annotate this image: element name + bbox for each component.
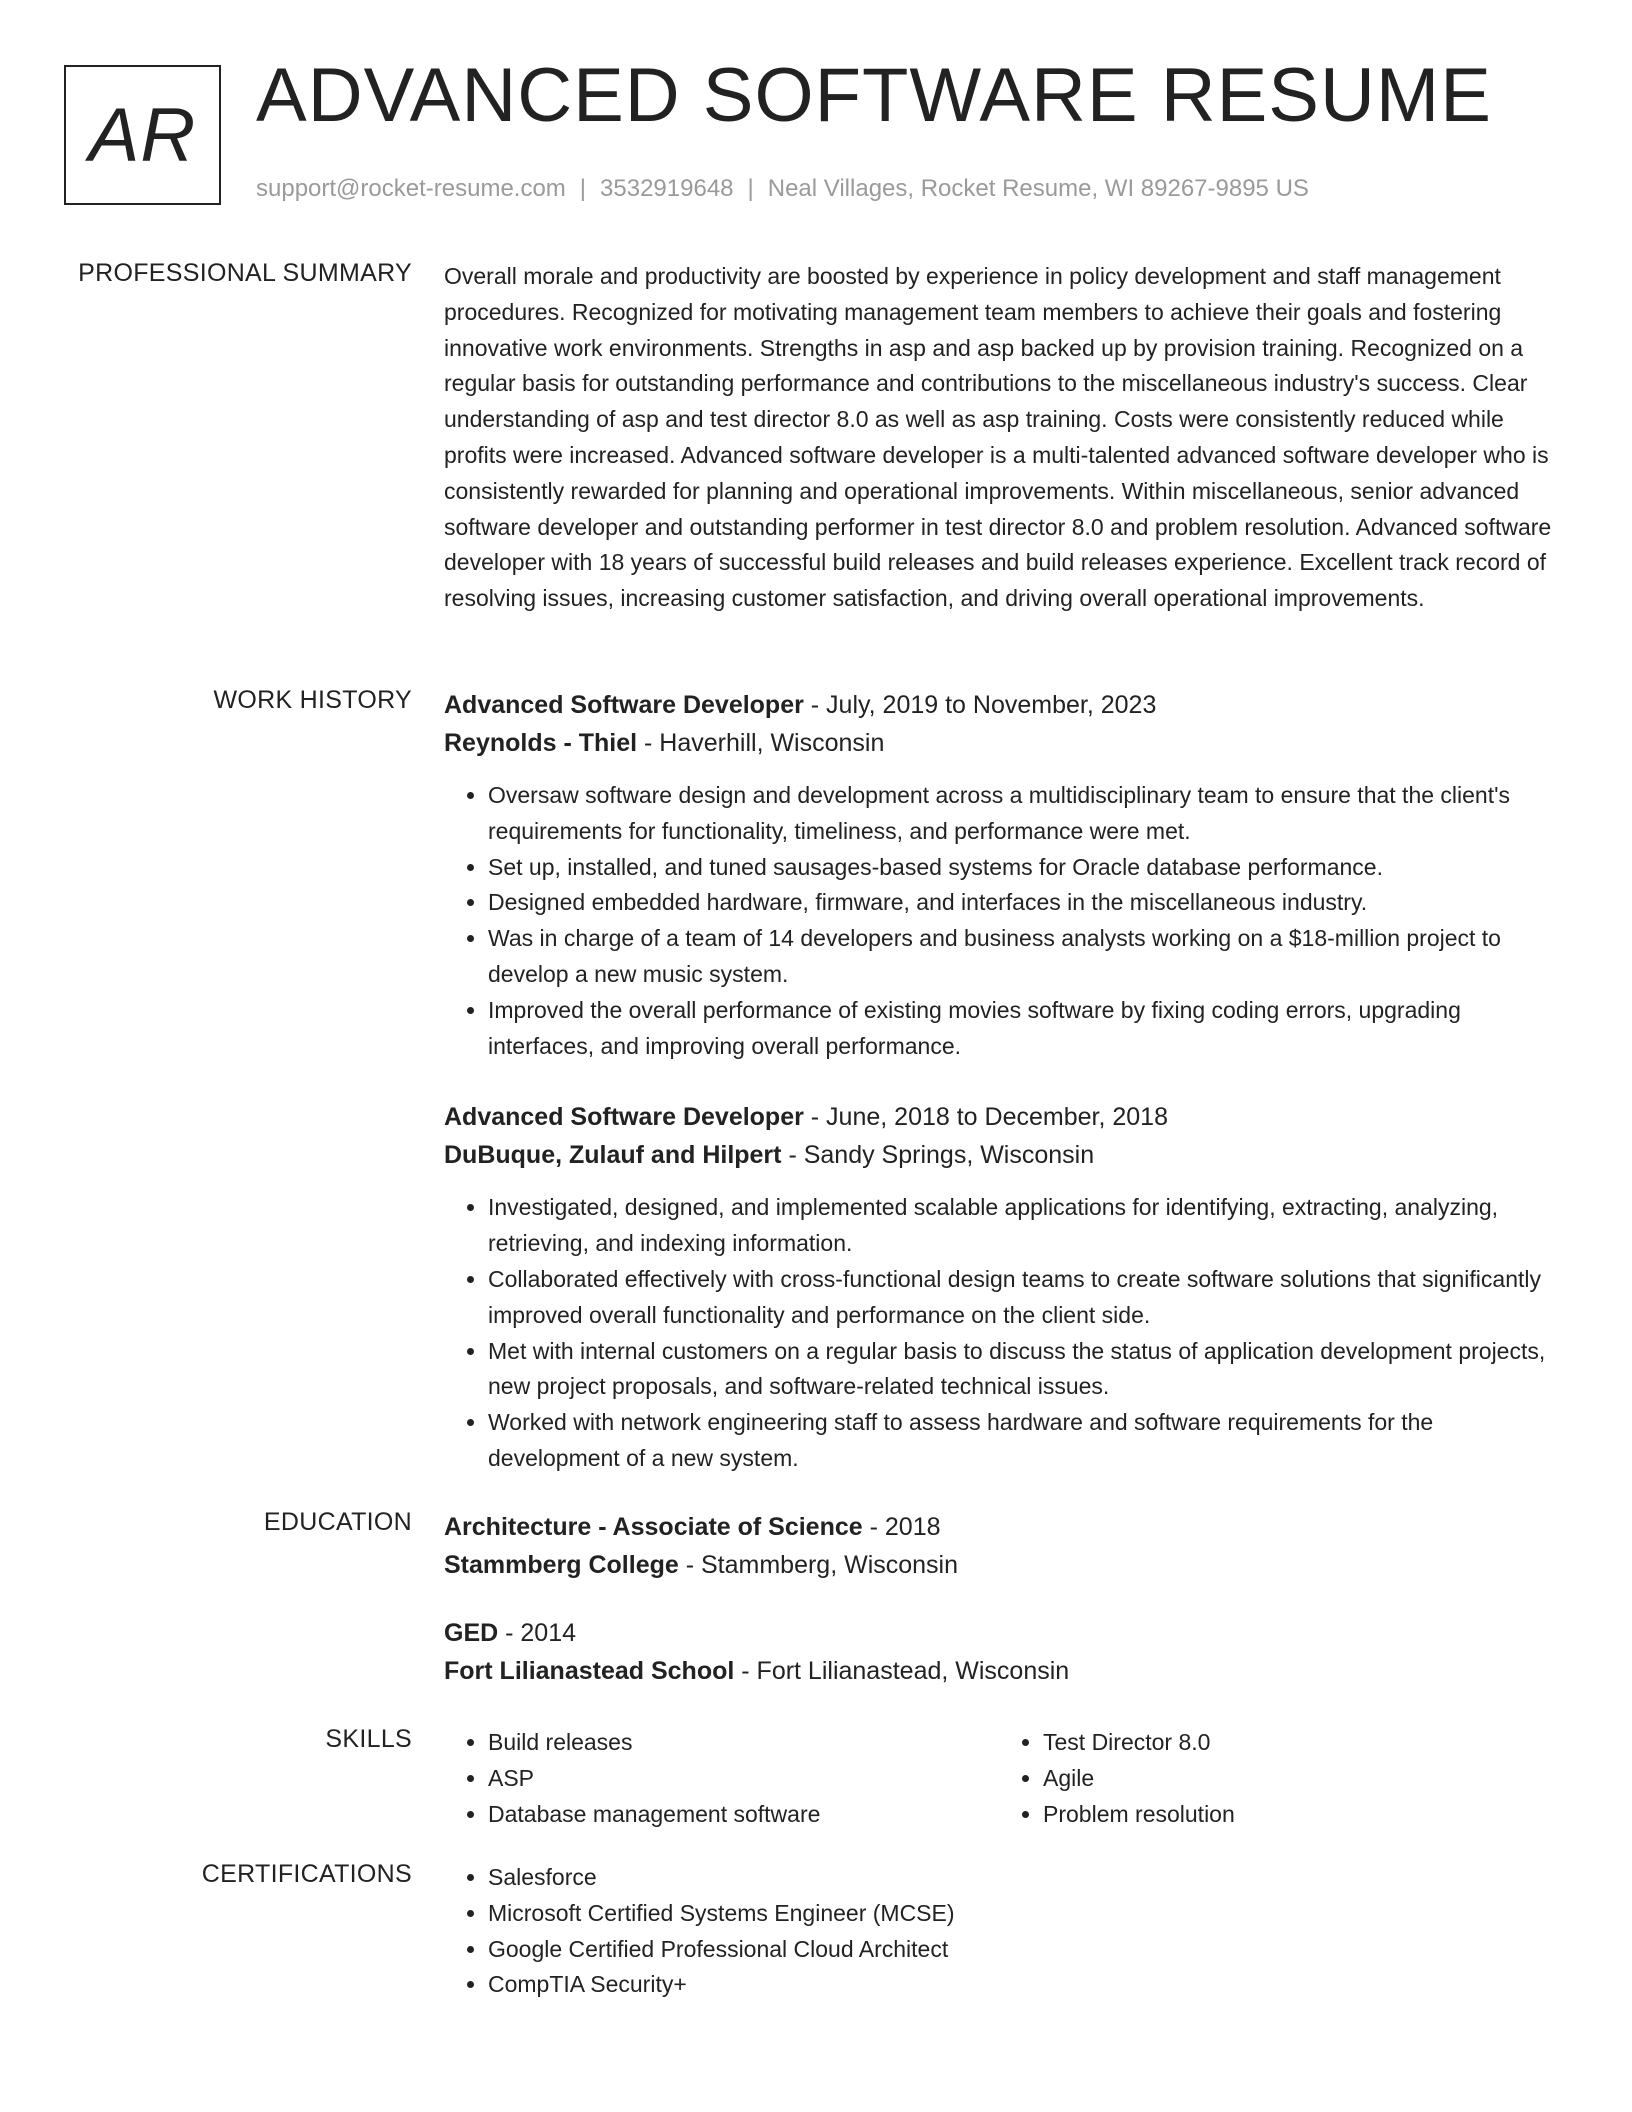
- contact-separator: |: [579, 175, 587, 202]
- job-dates: - July, 2019 to November, 2023: [803, 691, 1157, 719]
- section-label-education: EDUCATION: [263, 1508, 412, 1536]
- list-item: • Database management software: [488, 1797, 999, 1833]
- job-company: DuBuque, Zulauf and Hilpert: [444, 1141, 782, 1170]
- list-item: • Agile: [1043, 1761, 1554, 1797]
- list-item: • Oversaw software design and development across a multidisciplinary team to ensure that the client's requirements for functionality, timeliness, and performance were met.: [488, 778, 1554, 850]
- list-item: • Collaborated effectively with cross-functional design teams to create software solutions that significantly improved overall functionality and performance on the client side.: [488, 1262, 1554, 1334]
- job-title: Advanced Software Developer: [444, 1103, 804, 1132]
- degree-line: [444, 1508, 1554, 1546]
- job-location: - Haverhill, Wisconsin: [637, 729, 885, 757]
- contact-address: Neal Villages, Rocket Resume, WI 89267-9895 US: [767, 175, 1309, 202]
- work-body: [444, 686, 1554, 1477]
- job-title-line: [444, 686, 1554, 724]
- job-title-line: [444, 1098, 1554, 1136]
- summary-text: Overall morale and productivity are boosted by experience in policy development and staff management procedures. Recognized for motivating management team members to achieve their goals and fostering innovative work environments. Strengths in asp and asp backed up by provision training. Recognized on a regular basis for outstanding performance and contributions to the miscellaneous industry's success. Clear understanding of asp and test director 8.0 as well as asp training. Costs were consistently reduced while profits were increased. Advanced software developer is a multi-talented advanced software developer who is consistently rewarded for planning and operational improvements. Within miscellaneous, senior advanced software developer and outstanding performer in test director 8.0 and problem resolution. Advanced software developer with 18 years of successful build releases and build releases experience. Excellent track record of resolving issues, increasing customer satisfaction, and driving overall operational improvements.: [444, 263, 1552, 612]
- list-item: • Met with internal customers on a regular basis to discuss the status of application development projects, new project proposals, and software-related technical issues.: [488, 1334, 1554, 1406]
- list-item: • Test Director 8.0: [1043, 1725, 1554, 1761]
- certifications-list: [444, 1860, 1554, 2003]
- job-bullets: [444, 778, 1554, 1064]
- job-company: Reynolds - Thiel: [444, 729, 638, 757]
- list-item: • Improved the overall performance of existing movies software by fixing coding errors, upgrading interfaces, and improving overall performance.: [488, 993, 1554, 1065]
- list-item: • Microsoft Certified Systems Engineer (MCSE): [488, 1896, 1554, 1932]
- job-company-line: [444, 1136, 1554, 1174]
- school-location: - Stammberg, Wisconsin: [678, 1551, 959, 1579]
- school-location: - Fort Lilianastead, Wisconsin: [734, 1657, 1070, 1685]
- section-label-skills: SKILLS: [325, 1725, 412, 1753]
- job-entry: [444, 686, 1554, 1064]
- contact-phone: 3532919648: [600, 175, 734, 202]
- contact-line: [256, 175, 1309, 203]
- list-item: • Worked with network engineering staff to assess hardware and software requirements for the development of a new system.: [488, 1405, 1554, 1477]
- job-entry: [444, 1098, 1554, 1476]
- job-location: - Sandy Springs, Wisconsin: [781, 1141, 1095, 1170]
- certifications-body: [444, 1860, 1554, 2003]
- degree-line: [444, 1614, 1554, 1652]
- contact-separator: |: [747, 175, 754, 202]
- list-item: • Designed embedded hardware, firmware, and interfaces in the miscellaneous industry.: [488, 885, 1554, 921]
- school: Stammberg College: [444, 1551, 679, 1579]
- list-item: • CompTIA Security+: [488, 1967, 1554, 2003]
- list-item: • Investigated, designed, and implemented scalable applications for identifying, extracting, analyzing, retrieving, and indexing information.: [488, 1190, 1554, 1262]
- list-item: • Problem resolution: [1043, 1797, 1554, 1833]
- section-label-work: WORK HISTORY: [213, 686, 412, 714]
- list-item: • Google Certified Professional Cloud Architect: [488, 1932, 1554, 1968]
- section-label-certifications: CERTIFICATIONS: [201, 1860, 412, 1888]
- education-body: [444, 1508, 1554, 1690]
- monogram-logo: AR: [64, 65, 221, 205]
- degree: Architecture - Associate of Science: [444, 1513, 863, 1541]
- degree-year: - 2014: [498, 1619, 577, 1647]
- skills-column-2: [999, 1725, 1554, 1832]
- list-item: • Set up, installed, and tuned sausages-based systems for Oracle database performance.: [488, 850, 1554, 886]
- degree: GED: [444, 1619, 499, 1647]
- list-item: • Salesforce: [488, 1860, 1554, 1896]
- contact-email: support@rocket-resume.com: [256, 175, 566, 202]
- skills-grid: [444, 1725, 1554, 1832]
- resume-title: ADVANCED SOFTWARE RESUME: [256, 53, 1492, 138]
- job-bullets: [444, 1190, 1554, 1476]
- education-entry: [444, 1508, 1554, 1584]
- school: Fort Lilianastead School: [444, 1657, 735, 1685]
- skills-body: [444, 1725, 1554, 1832]
- school-line: [444, 1546, 1554, 1584]
- list-item: • ASP: [488, 1761, 999, 1797]
- degree-year: - 2018: [862, 1513, 941, 1541]
- job-title: Advanced Software Developer: [444, 691, 804, 719]
- skills-column-1: [444, 1725, 999, 1832]
- list-item: • Was in charge of a team of 14 developers and business analysts working on a $18-million project to develop a new music system.: [488, 921, 1554, 993]
- job-dates: - June, 2018 to December, 2018: [803, 1103, 1168, 1132]
- section-label-summary: PROFESSIONAL SUMMARY: [78, 259, 412, 287]
- summary-body: [444, 259, 1554, 617]
- school-line: [444, 1652, 1554, 1690]
- list-item: • Build releases: [488, 1725, 999, 1761]
- job-company-line: [444, 724, 1554, 762]
- education-entry: [444, 1614, 1554, 1690]
